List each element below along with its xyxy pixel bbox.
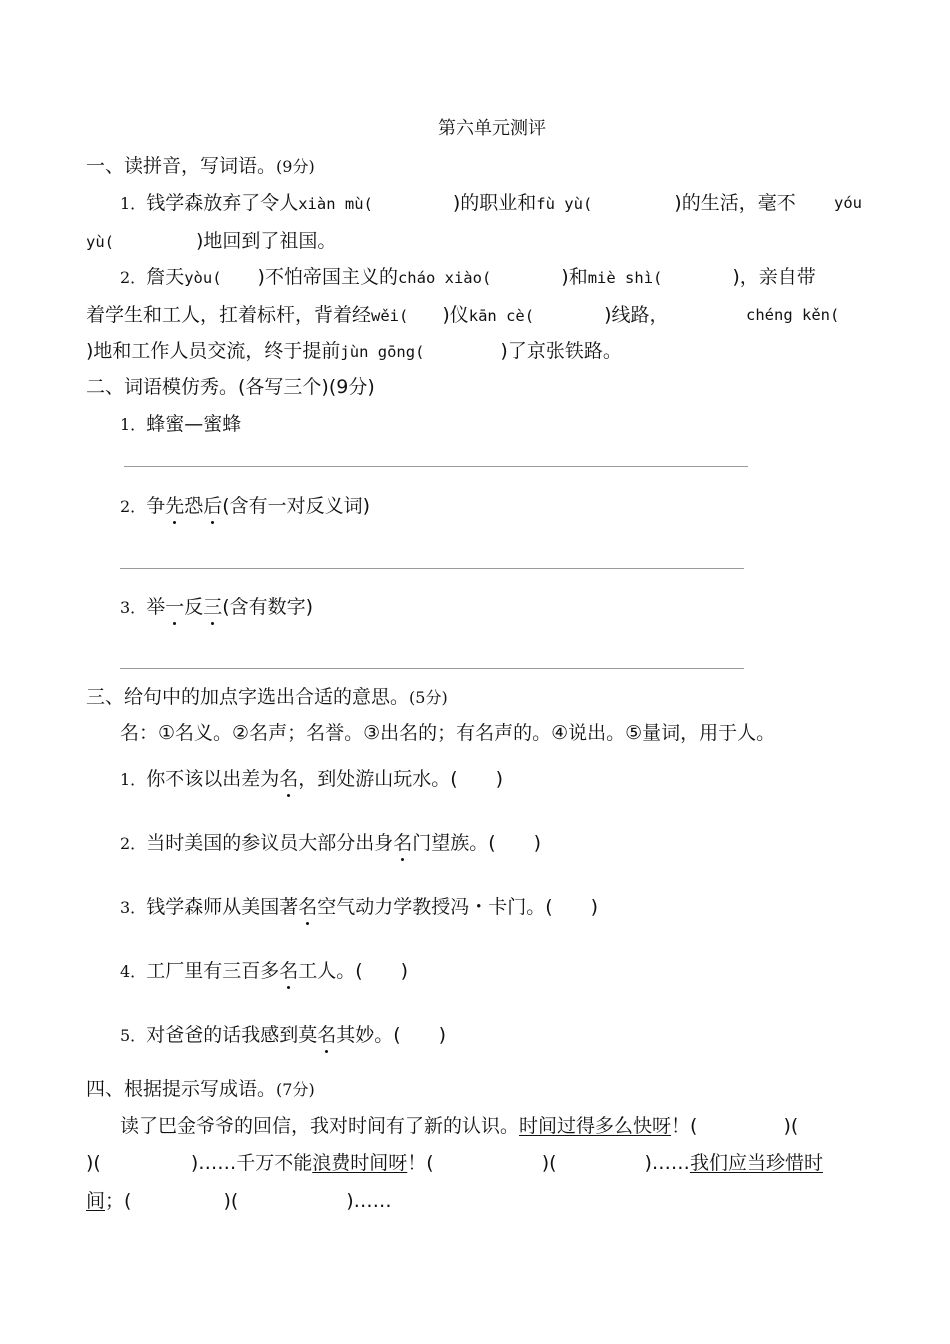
note: (含有一对反义词): [222, 495, 371, 517]
s4-line-2: [86, 1152, 823, 1174]
s1-q1-line2: [86, 230, 336, 253]
underlined-hint: 间: [86, 1190, 106, 1212]
dotted-char: 一: [165, 596, 185, 618]
char: 反: [184, 596, 204, 618]
section-4-heading: [86, 1078, 315, 1101]
q-number: 1．: [120, 770, 147, 789]
q-number: 3．: [120, 898, 147, 917]
underlined-hint: 时间过得多么快呀: [519, 1115, 672, 1137]
s3-item-5: [120, 1024, 446, 1047]
text: )的职业和: [452, 192, 537, 214]
note: (含有数字): [222, 596, 314, 618]
s1-q2-line2: [86, 304, 669, 327]
text: 当时美国的参议员大部分出身: [146, 832, 394, 854]
text: )线路，: [604, 304, 669, 326]
underlined-hint: 浪费时间呀: [312, 1152, 408, 1174]
q-number: 3．: [120, 598, 147, 617]
pinyin: yòu(: [184, 269, 222, 287]
s1-q2-line1: [120, 266, 816, 289]
text: )，亲自带: [732, 266, 816, 288]
text: )……: [644, 1152, 690, 1174]
text: )仪: [442, 304, 469, 326]
s4-line-1: [120, 1115, 798, 1137]
s3-item-2: [120, 832, 541, 855]
dotted-char: 名: [279, 768, 299, 790]
text: ！(: [671, 1115, 698, 1137]
char: 举: [146, 596, 166, 618]
text: )地回到了祖国。: [196, 230, 337, 252]
pinyin: yóu: [834, 194, 862, 212]
pinyin: xiàn mù(: [298, 195, 373, 213]
text: 空气动力学教授冯・卡门。( ): [317, 896, 599, 918]
q-number: 2．: [120, 497, 147, 516]
section-3-heading: [86, 686, 448, 709]
dotted-char: 先: [165, 495, 185, 517]
section-2-score: (各写三个)(9分): [238, 376, 375, 398]
underlined-hint: 我们应当珍惜时: [689, 1152, 823, 1174]
text: 其妙。( ): [336, 1024, 447, 1046]
answer-line[interactable]: [120, 568, 744, 569]
text: )地和工作人员交流，终于提前: [86, 340, 341, 362]
text: )和: [561, 266, 588, 288]
text: 钱学森师从美国著: [146, 896, 299, 918]
text: 门望族。( ): [412, 832, 542, 854]
text: )了京张铁路。: [500, 340, 622, 362]
s3-item-4: [120, 960, 408, 983]
text: 钱学森放弃了令人: [146, 192, 299, 214]
text: )的生活，毫不: [674, 192, 796, 214]
s2-q2: [120, 495, 370, 518]
pinyin: yù(: [86, 233, 114, 251]
q-number: 2．: [120, 834, 147, 853]
text: ；(: [105, 1190, 132, 1212]
text: )(: [223, 1190, 239, 1212]
pinyin: miè shì(: [587, 269, 663, 287]
char: 恐: [184, 495, 204, 517]
text: 工人。( ): [298, 960, 409, 982]
dotted-char: 名: [279, 960, 299, 982]
section-2-heading: [86, 376, 375, 398]
pinyin: kān cè(: [468, 307, 535, 325]
dotted-char: 名: [317, 1024, 337, 1046]
s1-q2-line3: [86, 340, 622, 363]
char: 争: [146, 495, 166, 517]
section-1-title: 一、读拼音，写词语。: [86, 155, 277, 177]
text: 詹天: [146, 266, 185, 288]
q-number: 1．: [120, 194, 147, 213]
q-number: 5．: [120, 1026, 147, 1045]
text: ！(: [407, 1152, 434, 1174]
text: 对爸爸的话我感到莫: [146, 1024, 318, 1046]
q-number: 1．: [120, 415, 147, 434]
section-2-title: 二、词语模仿秀。: [86, 376, 239, 398]
text: )……千万不能: [190, 1152, 313, 1174]
text: ，到处游山玩水。( ): [298, 768, 504, 790]
pinyin: wěi(: [371, 307, 409, 325]
dotted-char: 三: [203, 596, 223, 618]
text: 着学生和工人，扛着标杆，背着经: [86, 304, 372, 326]
section-1-heading: [86, 155, 315, 178]
text: )不怕帝国主义的: [257, 266, 398, 288]
text: )(: [783, 1115, 799, 1137]
text: 你不该以出差为: [146, 768, 280, 790]
text: )(: [541, 1152, 557, 1174]
pinyin: cháo xiào(: [397, 269, 492, 287]
s2-q3: [120, 596, 313, 619]
dotted-char: 名: [393, 832, 413, 854]
text: 蜂蜜—蜜蜂: [146, 413, 242, 435]
section-1-score: (9分): [276, 157, 315, 176]
s3-item-3: [120, 896, 598, 919]
s3-item-1: [120, 768, 503, 791]
q-number: 4．: [120, 962, 147, 981]
section-3-score: (5分): [409, 688, 448, 707]
text: )(: [86, 1152, 101, 1174]
answer-line[interactable]: [120, 668, 744, 669]
answer-line[interactable]: [124, 466, 748, 467]
dotted-char: 名: [298, 896, 318, 918]
section-3-title: 三、给句中的加点字选出合适的意思。: [86, 686, 410, 708]
dotted-char: 后: [203, 495, 223, 517]
meaning-options: 名：①名义。②名声；名誉。③出名的；有名声的。④说出。⑤量词，用于人。: [120, 722, 776, 744]
s2-q1: [120, 413, 241, 436]
text: 读了巴金爷爷的回信，我对时间有了新的认识。: [120, 1115, 520, 1137]
section-4-score: (7分): [276, 1080, 315, 1099]
q-number: 2．: [120, 268, 147, 287]
section-4-title: 四、根据提示写成语。: [86, 1078, 277, 1100]
pinyin: fù yù(: [536, 195, 593, 213]
s1-q1-line1: [120, 192, 796, 215]
pinyin: chéng kěn(: [746, 306, 840, 324]
page-title: 第六单元测评: [438, 118, 546, 139]
pinyin: jùn gōng(: [340, 343, 425, 361]
s4-line-3: [86, 1190, 392, 1212]
text: )……: [346, 1190, 392, 1212]
text: 工厂里有三百多: [146, 960, 280, 982]
